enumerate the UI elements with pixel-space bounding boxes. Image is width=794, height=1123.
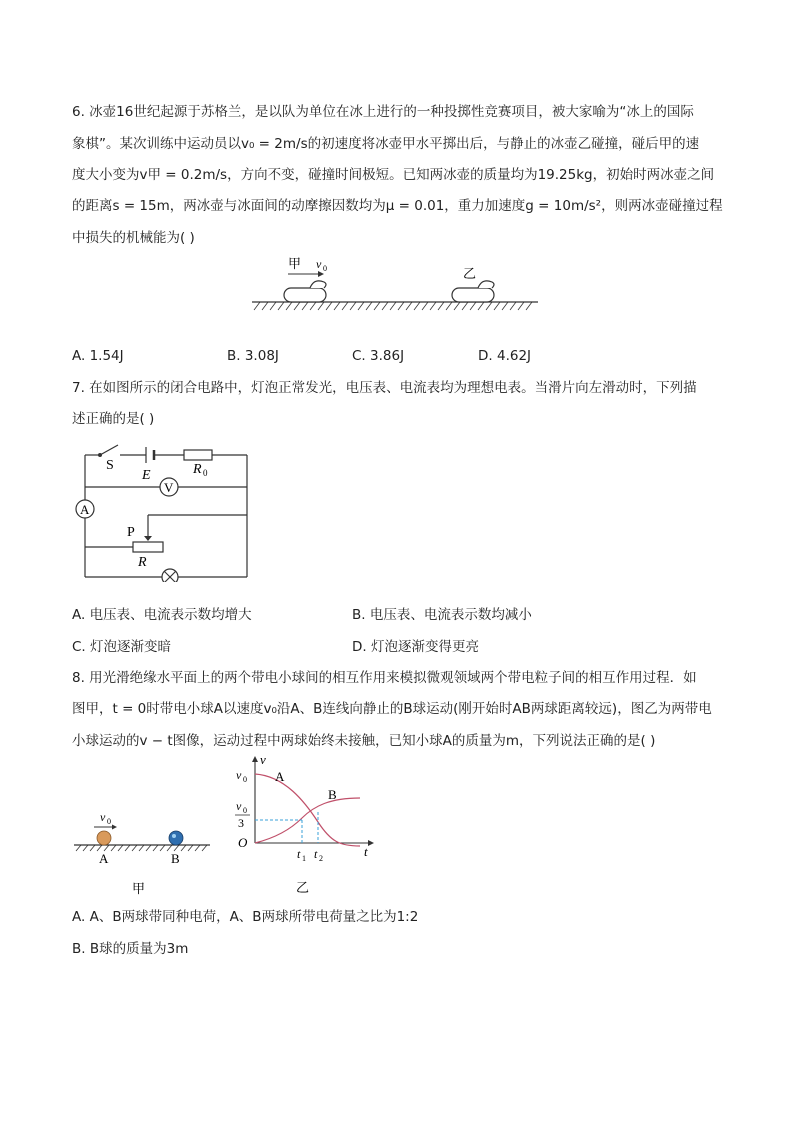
label-axis-t: t <box>364 844 368 859</box>
label-v0-sub: 0 <box>107 817 111 826</box>
label-t1: t <box>297 847 301 861</box>
q8-line-3: 小球运动的v − t图像，运动过程中两球始终未接触，已知小球A的质量为m，下列说法正确的是( ) <box>72 733 656 749</box>
label-r0-sub: 0 <box>203 468 208 478</box>
q8-option-b[interactable]: B. B球的质量为3m <box>72 941 189 957</box>
ball-b <box>169 831 183 845</box>
q6-option-a[interactable]: A. 1.54J <box>72 348 124 364</box>
curling-stone-yi <box>452 281 494 302</box>
q7-line-1: 7. 在如图所示的闭合电路中，灯泡正常发光，电压表、电流表均为理想电表。当滑片向左滑动时，下列描 <box>72 380 697 396</box>
t-axis-arrow <box>368 840 374 846</box>
q6-curling-figure <box>250 252 542 314</box>
caption-jia: 甲 <box>132 881 146 896</box>
label-axis-v: v <box>260 752 266 767</box>
q6-line-2: 象棋”。某次训练中运动员以v₀ = 2m/s的初速度将冰壶甲水平掷出后，与静止的冰壶乙碰撞，碰后甲的速 <box>72 136 700 152</box>
q8-line-1: 8. 用光滑绝缘水平面上的两个带电小球间的相互作用来模拟微观领域两个带电粒子间的相互作用过程．如 <box>72 670 697 686</box>
label-s: S <box>106 458 114 473</box>
rheostat-r <box>133 542 163 552</box>
label-t2-sub: 2 <box>319 854 323 863</box>
q8-line-2: 图甲，t = 0时带电小球A以速度v₀沿A、B连线向静止的B球运动(刚开始时AB两球距离较远)，图乙为两带电 <box>72 701 712 717</box>
label-r: R <box>138 555 147 570</box>
battery <box>146 447 154 463</box>
q7-option-d[interactable]: D. 灯泡逐渐变得更亮 <box>352 639 479 655</box>
tick-v0-sub: 0 <box>243 775 247 784</box>
label-t2: t <box>314 847 318 861</box>
label-curve-b: B <box>328 787 337 802</box>
q7-line-2: 述正确的是( ) <box>72 411 155 427</box>
ball-a <box>97 831 111 845</box>
switch-pivot <box>98 453 102 457</box>
q7-option-b[interactable]: B. 电压表、电流表示数均减小 <box>352 607 532 623</box>
label-yi: 乙 <box>463 266 477 281</box>
lamp <box>162 569 178 582</box>
q8-figure-jia <box>70 800 220 896</box>
v-axis-arrow <box>252 756 258 762</box>
q7-circuit-diagram <box>70 440 254 582</box>
label-p: P <box>127 525 135 540</box>
slider-p <box>144 536 152 541</box>
q6-line-3: 度大小变为v甲 = 0.2m/s，方向不变，碰撞时间极短。已知两冰壶的质量均为19.25kg，初始时两冰壶之间 <box>72 167 715 183</box>
label-origin: O <box>238 835 248 850</box>
tick-v0: v <box>236 768 242 782</box>
q8-vt-graph <box>230 752 376 898</box>
tick-frac-num: v <box>236 799 242 813</box>
surface-hatching <box>76 845 207 851</box>
label-a: A <box>80 502 90 517</box>
label-ball-b: B <box>171 851 180 866</box>
curling-stone-jia <box>284 281 326 302</box>
v0-arrow-head <box>112 825 117 830</box>
q6-option-c[interactable]: C. 3.86J <box>352 348 405 364</box>
q6-option-d[interactable]: D. 4.62J <box>478 348 532 364</box>
label-ball-a: A <box>99 851 109 866</box>
q7-option-a[interactable]: A. 电压表、电流表示数均增大 <box>72 607 252 623</box>
curve-a <box>255 774 360 846</box>
ball-b-highlight <box>172 834 176 838</box>
q6-line-1: 6. 冰壶16世纪起源于苏格兰，是以队为单位在冰上进行的一种投掷性竞赛项目，被大家喻为“冰上的国际 <box>72 104 694 120</box>
label-v0: v <box>316 257 322 271</box>
caption-yi: 乙 <box>296 880 310 895</box>
label-v0-sub: 0 <box>323 264 327 273</box>
label-t1-sub: 1 <box>302 854 306 863</box>
q8-option-a[interactable]: A. A、B两球带同种电荷，A、B两球所带电荷量之比为1:2 <box>72 909 419 925</box>
ice-hatching <box>254 302 532 310</box>
label-v0: v <box>100 810 106 824</box>
label-e: E <box>142 468 151 483</box>
q7-option-c[interactable]: C. 灯泡逐渐变暗 <box>72 639 172 655</box>
label-curve-a: A <box>275 769 285 784</box>
label-jia: 甲 <box>288 256 302 271</box>
tick-frac-sub: 0 <box>243 806 247 815</box>
tick-frac-den: 3 <box>238 816 244 830</box>
label-v: V <box>164 480 174 495</box>
q6-line-4: 的距离s = 15m，两冰壶与冰面间的动摩擦因数均为μ = 0.01，重力加速度g = 10m/s²，则两冰壶碰撞过程 <box>72 198 723 214</box>
q6-option-b[interactable]: B. 3.08J <box>227 348 279 364</box>
q6-line-5: 中损失的机械能为( ) <box>72 230 195 246</box>
resistor-r0 <box>184 450 212 460</box>
label-r0: R <box>193 462 202 477</box>
